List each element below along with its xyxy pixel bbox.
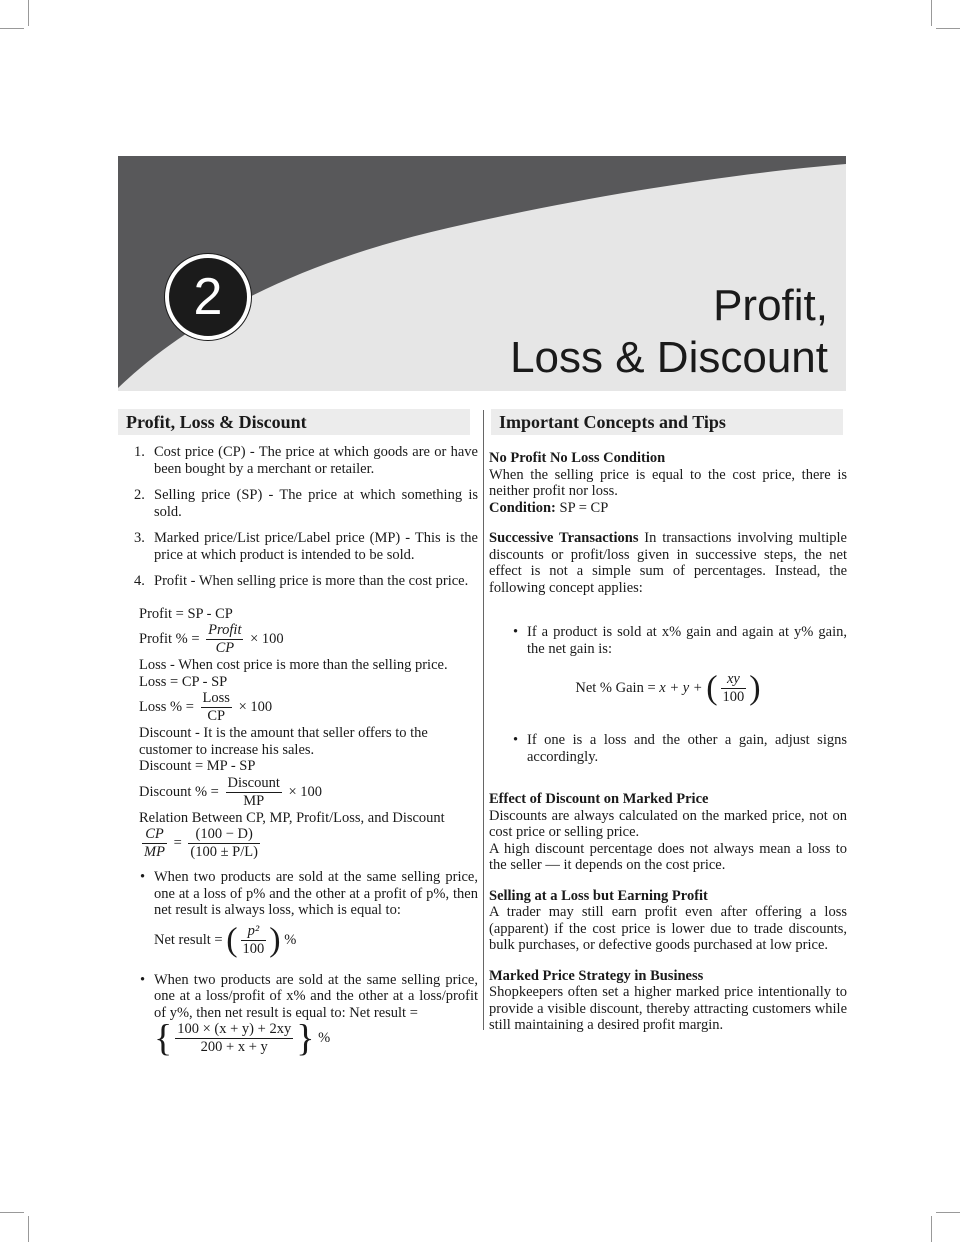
percent-sign: % [318,1029,331,1046]
subheading: No Profit No Loss Condition [489,450,666,466]
denominator: MP [226,792,282,810]
paragraph: A trader may still earn profit even after offering a loss (apparent) if the cost price is lower due to trade discounts, bulk purchases, or defective goods purchased at low price. [489,904,847,953]
right-column [489,450,847,1048]
list-item [118,971,478,1060]
item-text: Profit - When selling price is more than the cost price. [154,573,469,589]
multiplier: × 100 [238,698,273,715]
left-section-heading: Profit, Loss & Discount [118,409,470,435]
right-brace: } [296,1017,315,1060]
item-text: Cost price (CP) - The price at which goods are or have been bought by a merchant or retailer. [154,444,478,477]
list-item [118,869,478,958]
discount-definition: Discount - It is the amount that seller offers to the customer to increase his sales. [139,725,428,758]
formula-label: Net result = [154,931,223,948]
left-paren: ( [226,921,238,958]
chapter-number: 2 [193,268,223,326]
condition-label: Condition: [489,499,556,516]
profit-percent-formula [118,622,478,657]
denominator: MP [144,844,165,860]
formula-label: Net % Gain = [575,679,656,696]
crop-mark [28,0,29,26]
item-number: 3. [134,530,145,546]
paragraph: Shopkeepers often set a higher marked price intentionally to provide a visible discount, thereby attracting customers while still maintaining a desired profit margin. [489,984,847,1033]
numerator: xy [726,671,740,687]
denominator: 100 [242,940,265,957]
definitions-list [118,444,478,590]
relation-formula [118,826,478,861]
condition-value: SP = CP [555,499,609,516]
selling-at-loss-block [489,888,847,954]
profit-formula: Profit = SP - CP [139,605,233,622]
successive-bullets [489,732,847,765]
subheading: Effect of Discount on Marked Price [489,791,709,807]
bullet-text: When two products are sold at the same selling price, one at a loss of p% and the other at a profit of p%, then net result is always loss, which is equal to: [154,869,478,918]
numerator: Discount [227,774,280,791]
right-paren: ) [269,921,281,958]
multiplier: × 100 [250,630,284,647]
chapter-title-line1: Profit, [713,281,828,330]
item-text: Selling price (SP) - The price at which something is sold. [154,487,478,520]
net-result-formula [154,923,478,958]
item-number: 2. [134,487,145,503]
crop-mark [0,1212,24,1213]
item-number: 1. [134,444,145,460]
list-item [118,444,478,477]
left-paren: ( [706,669,718,707]
successive-bullets [489,624,847,657]
subheading: Marked Price Strategy in Business [489,967,704,984]
subheading: Successive Transactions [489,530,639,546]
crop-mark [931,0,932,26]
paragraph [489,530,847,596]
numerator: Loss [202,690,230,706]
list-item [489,732,847,765]
formula-label: Loss % = [139,698,194,715]
denominator: CP [206,639,243,657]
multiplier: × 100 [288,783,323,800]
denominator: CP [201,707,232,725]
loss-formula: Loss = CP - SP [139,673,228,690]
left-column [118,444,478,1064]
formula-label: Profit % = [139,630,200,647]
numerator: CP [145,826,164,842]
denominator: 200 + x + y [175,1038,293,1056]
left-brace: { [154,1017,173,1060]
right-paren: ) [749,669,761,707]
fraction [226,775,282,810]
discount-formula: Discount = MP - SP [139,758,256,774]
numerator: p² [247,922,260,939]
numerator: 100 × (x + y) + 2xy [177,1021,292,1037]
column-divider [483,410,484,1030]
percent-sign: % [284,931,297,948]
loss-percent-formula [118,690,478,725]
no-profit-no-loss-block [489,450,847,516]
chapter-title-line2: Loss & Discount [510,333,828,382]
crop-mark [931,1216,932,1242]
bullet-text: If a product is sold at x% gain and again at y% gain, the net gain is: [527,624,847,657]
denominator: 100 [722,689,745,705]
discount-percent-formula [118,775,478,810]
bullet-text: If one is a loss and the other a gain, adjust signs accordingly. [527,732,847,765]
paragraph-text: In transactions involving multiple discounts or profit/loss given in successive steps, the net effect is not a simple sum of percentages. Instead, the following concept applies: [489,530,847,596]
chapter-number-badge [165,254,251,340]
formula-label: Discount % = [139,783,219,800]
fraction [188,826,260,861]
list-item [118,530,478,563]
list-item [489,624,847,657]
numerator: (100 − D) [195,826,253,842]
result-bullets [118,869,478,1060]
subheading: Selling at a Loss but Earning Profit [489,887,708,904]
bullet-text: When two products are sold at the same selling price, one at a loss/profit of x% and the other at a loss/profit of y%, then net result is equal to: Net result = [154,971,478,1021]
item-number: 4. [134,573,145,589]
marked-price-strategy-block [489,968,847,1034]
paragraph: A high discount percentage does not always mean a loss to the seller — it depends on the cost price. [489,840,847,873]
list-item [118,573,478,590]
list-item [118,487,478,520]
formula-expression: x + y + [659,679,703,696]
condition-line [489,500,847,517]
paragraph: When the selling price is equal to the cost price, there is neither profit nor loss. [489,466,847,499]
paragraph: Discounts are always calculated on the marked price, not on cost price or selling price. [489,807,847,840]
chapter-title [510,280,828,384]
fraction [721,671,747,706]
relation-heading: Relation Between CP, MP, Profit/Loss, and Discount [139,809,445,826]
right-section-heading: Important Concepts and Tips [491,409,843,435]
crop-mark [936,1212,960,1213]
fraction [206,622,243,657]
fraction [201,690,232,725]
fraction [241,923,267,958]
crop-mark [28,1216,29,1242]
loss-definition: Loss - When cost price is more than the selling price. [139,657,448,673]
net-gain-formula [489,671,847,706]
successive-transactions-block [489,530,847,765]
numerator: Profit [208,622,242,638]
fraction [142,826,167,861]
denominator: (100 ± P/L) [190,844,258,860]
equals-sign: = [173,834,182,851]
fraction [175,1021,293,1056]
effect-of-discount-block [489,791,847,874]
crop-mark [936,28,960,29]
crop-mark [0,28,24,29]
item-text: Marked price/List price/Label price (MP) - This is the price at which product is intended to be sold. [154,530,478,563]
net-result-formula [118,1017,478,1060]
